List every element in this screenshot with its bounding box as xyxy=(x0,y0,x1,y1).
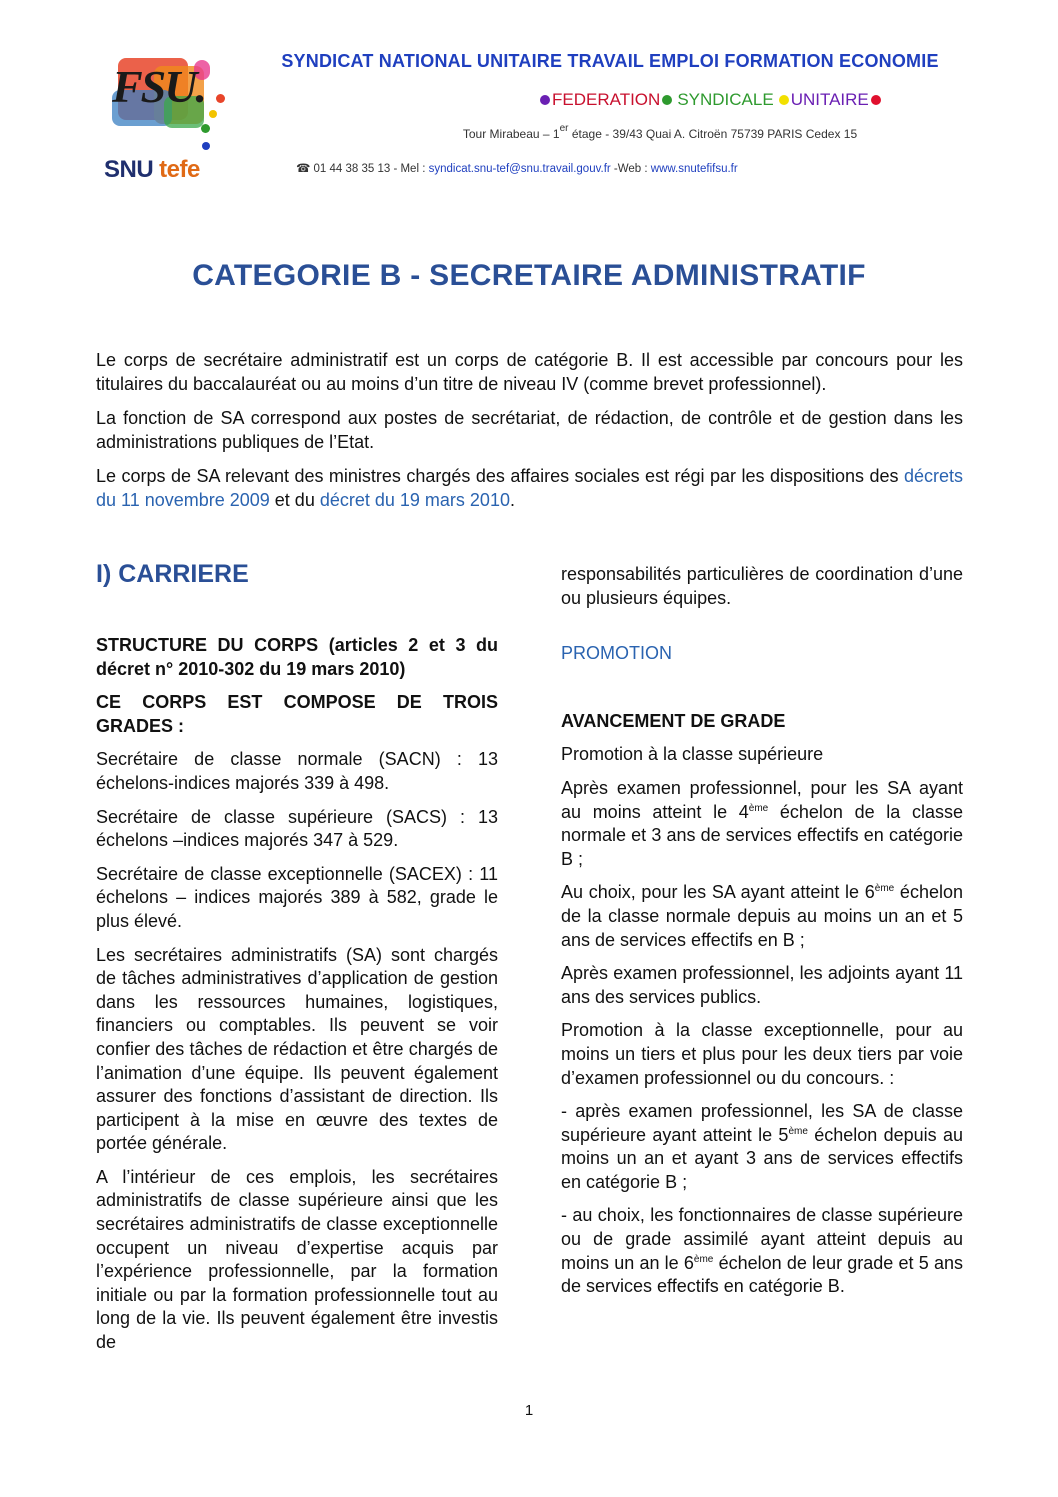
promo-paragraph-3: Au choix, pour les SA ayant atteint le 6ème échelon de la classe normale depuis au moins un an et 5 ans de services effectifs en B ; xyxy=(561,882,963,950)
intro-paragraph-1: Le corps de secrétaire administratif est un corps de catégorie B. Il est accessible par concours pour les titulaires du baccalauréat ou au moins d’un titre de niveau IV (comme brevet professionnel). xyxy=(96,350,963,394)
intro-paragraph-3: Le corps de SA relevant des ministres chargés des affaires sociales est régi par les dispositions des décrets du 11 novembre 2009 et du décret du 19 mars 2010. xyxy=(96,466,963,510)
structure-heading: STRUCTURE DU CORPS (articles 2 et 3 du décret n° 2010-302 du 19 mars 2010) xyxy=(96,635,499,679)
grade-sacs: Secrétaire de classe supérieure (SACS) : 13 échelons –indices majorés 347 à 529. xyxy=(96,806,498,851)
page-title: CATEGORIE B - SECRETAIRE ADMINISTRATIF xyxy=(192,259,866,292)
intro-section xyxy=(96,348,963,522)
left-column xyxy=(96,634,498,1365)
logo-tefe-text: tefe xyxy=(159,156,200,183)
promo-paragraph-6: - après examen professionnel, les SA de classe supérieure ayant atteint le 5ème échelon depuis au moins un an et ayant 3 ans de services effectifs en catégorie B ; xyxy=(561,1101,963,1192)
intro-paragraph-2: La fonction de SA correspond aux postes de secrétariat, de rédaction, de contrôle et de gestion dans les administrations publiques de l’Etat. xyxy=(96,408,963,452)
right-column xyxy=(561,563,963,1309)
promotion-heading: PROMOTION xyxy=(561,643,672,664)
email-link[interactable]: syndicat.snu-tef@snu.travail.gouv.fr xyxy=(428,163,611,175)
grade-sacn: Secrétaire de classe normale (SACN) : 13 échelons-indices majorés 339 à 498. xyxy=(96,749,498,793)
promo-paragraph-4: Après examen professionnel, les adjoints ayant 11 ans des services publics. xyxy=(561,963,963,1007)
logo-dot-blue xyxy=(202,142,210,150)
yellow-bullet xyxy=(779,95,789,105)
unitaire-text: UNITAIRE xyxy=(790,90,869,109)
address-line: Tour Mirabeau – 1er étage - 39/43 Quai A. Citroën 75739 PARIS Cedex 15 xyxy=(462,123,858,141)
avancement-heading: AVANCEMENT DE GRADE xyxy=(561,710,786,731)
sa-duties-paragraph: Les secrétaires administratifs (SA) sont chargés de tâches administratives d’application de gestion dans les ressources humaines, logistiques, financiers ou comptables. Ils peuvent se voir confier des tâches de rédaction et être chargés de l’animation d’une équipe. Ils peuvent également assurer des fonctions d’assistant de direction. Ils participent à la mise en œuvre des textes de portée générale. xyxy=(96,944,498,1154)
organization-title: SYNDICAT NATIONAL UNITAIRE TRAVAIL EMPLOI FORMATION ECONOMIE xyxy=(281,51,939,71)
logo-snu-text: SNU xyxy=(104,156,154,183)
carriere-heading-block xyxy=(96,560,498,588)
promo-paragraph-5: Promotion à la classe exceptionnelle, pour au moins un tiers et plus pour les deux tiers par voie d’examen professionnel ou du concours. : xyxy=(561,1020,963,1088)
purple-bullet xyxy=(540,95,550,105)
federation-line xyxy=(540,90,883,110)
web-link[interactable]: www.snutefifsu.fr xyxy=(650,163,738,175)
logo-fsu-text: FSU. xyxy=(112,61,205,112)
phone-text: ☎ 01 44 38 35 13 - Mel : xyxy=(296,163,429,175)
promo-paragraph-2: Après examen professionnel, pour les SA ayant au moins atteint le 4ème échelon de la classe normale et 3 ans de services effectifs en catégorie B ; xyxy=(561,777,963,869)
logo-snu-tefe xyxy=(104,156,200,184)
green-bullet xyxy=(662,95,672,105)
expertise-paragraph: A l’intérieur de ces emplois, les secrétaires administratifs de classe supérieure ainsi que les secrétaires administratifs de classe exceptionnelle occupent un niveau d’expertise acquis par l’expérience professionnelle, par la formation initiale ou par la formation professionnelle tout au long de la vie. Ils peuvent également être investis de xyxy=(96,1166,498,1353)
logo-dot-yellow xyxy=(209,110,217,118)
promo-paragraph-7: - au choix, les fonctionnaires de classe supérieure ou de grade assimilé ayant atteint depuis au moins un an le 6ème échelon de leur grade et 5 ans de services effectifs en catégorie B. xyxy=(561,1205,963,1297)
fsu-snu-tefe-logo xyxy=(98,52,236,192)
grade-sacex: Secrétaire de classe exceptionnelle (SACEX) : 11 échelons – indices majorés 389 à 582, grade le plus élevé. xyxy=(96,863,498,931)
logo-dot-red xyxy=(216,94,225,103)
federation-text: FEDERATION xyxy=(552,90,661,109)
decree-2010-link[interactable]: décret du 19 mars 2010 xyxy=(319,490,510,510)
contact-line: ☎ 01 44 38 35 13 - Mel : syndicat.snu-tef@snu.travail.gouv.fr -Web : www.snutefifsu.fr xyxy=(296,163,738,175)
grades-heading: CE CORPS EST COMPOSE DE TROIS GRADES : xyxy=(96,692,498,736)
logo-dot-green xyxy=(201,124,210,133)
carriere-heading: I) CARRIERE xyxy=(96,560,249,588)
promo-superieure: Promotion à la classe supérieure xyxy=(561,744,824,765)
page-number: 1 xyxy=(524,1402,534,1419)
syndicale-text: SYNDICALE xyxy=(677,90,774,109)
decree-2009-link[interactable]: décrets du 11 novembre 2009 xyxy=(96,466,963,510)
red-bullet xyxy=(871,95,881,105)
continuation-paragraph: responsabilités particulières de coordination d’une ou plusieurs équipes. xyxy=(561,564,963,608)
